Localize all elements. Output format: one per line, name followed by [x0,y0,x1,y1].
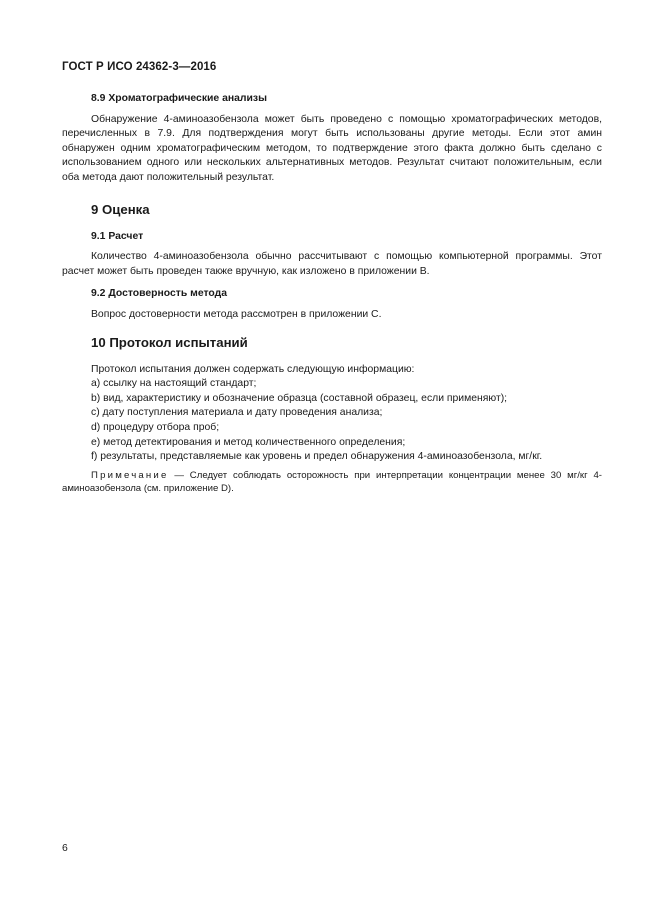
note-text: — Следует соблюдать осторожность при интерпретации концентрации менее 30 мг/кг 4-аминоазобензола (см. приложение D). [62,469,602,495]
list-item: c) дату поступления материала и дату проведения анализа; [91,407,383,419]
section-9-2-title: 9.2 Достоверность метода [91,288,228,300]
standard-code-header: ГОСТ Р ИСО 24362-3—2016 [62,61,217,73]
section-8-9-text: Обнаружение 4-аминоазобензола может быть проведено с помощью хроматографических методов, перечисленных в 7.9. Для подтверждения могут быть использованы другие методы. Если этот амин обнаружен одним хроматографическим методом, то подтверждение этого факта должно быть сделано с использованием одного или нескольких альтернативных методов. Результат считают положительным, если оба метода дают положительный результат. [62,113,602,183]
list-item: d) процедуру отбора проб; [91,421,220,433]
list-item: e) метод детектирования и метод количественного определения; [91,436,406,448]
section-9-title: 9 Оценка [91,201,150,217]
section-9-1-text: Количество 4-аминоазобензола обычно рассчитывают с помощью компьютерной программы. Этот расчет может быть проведен также вручную, как изложено в приложении В. [62,251,602,277]
page-number: 6 [62,843,68,854]
section-10-intro: Протокол испытания должен содержать следующую информацию: [91,363,415,375]
section-10-note [62,469,602,496]
list-item: a) ссылку на настоящий стандарт; [91,378,257,390]
section-9-1-title: 9.1 Расчет [91,230,144,242]
section-9-2-text: Вопрос достоверности метода рассмотрен в приложении С. [91,308,382,320]
section-10-title: 10 Протокол испытаний [91,334,248,350]
note-label: Примечание [91,469,169,481]
page-content [62,92,602,496]
list-item: f) результаты, представляемые как уровень и предел обнаружения 4-аминоазобензола, мг/кг. [91,451,543,463]
section-8-9-title: 8.9 Хроматографические анализы [91,93,267,104]
list-item: b) вид, характеристику и обозначение образца (составной образец, если применяют); [91,392,508,404]
